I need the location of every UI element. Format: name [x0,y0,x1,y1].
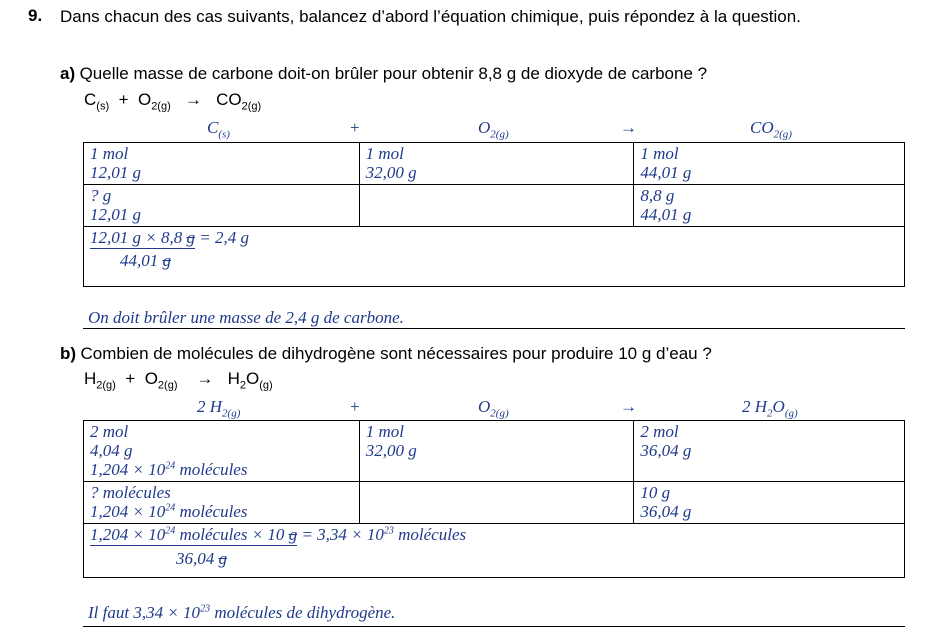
table-cell: ? molécules $1,204 \times 10^{24}$ molécules [84,482,360,524]
eq-plus: + [118,90,129,109]
table-a-header-c1: $C_{(s)}$ [207,118,230,141]
table-b-header-plus: + [350,397,360,416]
table-b-header-c3: 2 $H_2O_{(g)}$ [742,397,798,420]
part-b-label: b) [60,344,77,363]
eq-product-1-state: 2(g) [241,100,262,113]
table-cell: 1 mol 32,00 g [359,421,634,482]
eq-reactant-2: O [137,90,152,109]
table-cell [359,482,634,524]
part-b-heading [60,344,712,364]
table-row [84,143,905,185]
question-text: Dans chacun des cas suivants, balancez d’abord l’équation chimique, puis répondez à la question. [60,7,801,26]
table-a-header-arrow: → [620,118,637,137]
eq-product-1: CO [216,90,242,109]
calc-cell: $1,204 \times 10^{24}$ molécules × 10 $g = 3,34 \times 10^{23}$ molécules 36,04 g [84,524,905,578]
table-row [84,227,905,287]
table-cell: 2 mol 4,04 g $1,204 \times 10^{24}$ molécules [84,421,360,482]
table-b-header-arrow: → [620,397,637,416]
table-row [84,482,905,524]
question-number: 9. [28,6,43,25]
table-cell: 8,8 g 44,01 g [634,185,905,227]
table-cell: 2 mol 36,04 g [634,421,905,482]
part-a-question: Quelle masse de carbone doit-on brûler pour obtenir 8,8 g de dioxyde de carbone ? [79,64,708,83]
table-cell: ? g 12,01 g [84,185,360,227]
table-b-header-c2: $O_{2(g)}$ [478,397,509,420]
part-b-question: Combien de molécules de dihydrogène sont nécessaires pour produire 10 g d’eau ? [80,344,712,363]
part-a-heading [60,64,707,84]
calc-cell: 12,01 g × 8,8 g = 2,4 g 44,01 g [84,227,905,287]
table-b [83,420,905,578]
part-b-answer-line [83,626,905,627]
eq-reactant-1-state: (s) [96,100,110,113]
part-a-label: a) [60,64,76,83]
table-cell [359,185,634,227]
table-a [83,142,905,287]
table-row [84,421,905,482]
table-row [84,524,905,578]
table-cell: 1 mol 12,01 g [84,143,360,185]
table-a-header-c3: $CO_{2(g)}$ [750,118,792,141]
table-cell: 1 mol 44,01 g [634,143,905,185]
table-b-header-c1: 2 $H_{2(g)}$ [197,397,241,420]
part-a-equation [84,90,261,112]
part-a-answer-line [83,328,905,329]
eq-reactant-1: C [84,90,97,109]
part-a-answer: On doit brûler une masse de 2,4 g de carbone. [88,308,404,327]
table-a-header-c2: $O_{2(g)}$ [478,118,509,141]
eq-reactant-2-state: 2(g) [151,100,171,113]
eq-arrow: → [184,90,202,109]
table-cell: 1 mol 32,00 g [359,143,634,185]
part-b-answer: Il faut $3,34 \times 10^{23}$ molécules de dihydrogène. [88,603,396,622]
table-row [84,185,905,227]
table-a-header-plus: + [350,118,360,137]
table-cell: 10 g 36,04 g [634,482,905,524]
part-b-equation: $H_{2(g)} + O_{2(g)}$ → $H_2O_{(g)}$ [84,369,273,392]
